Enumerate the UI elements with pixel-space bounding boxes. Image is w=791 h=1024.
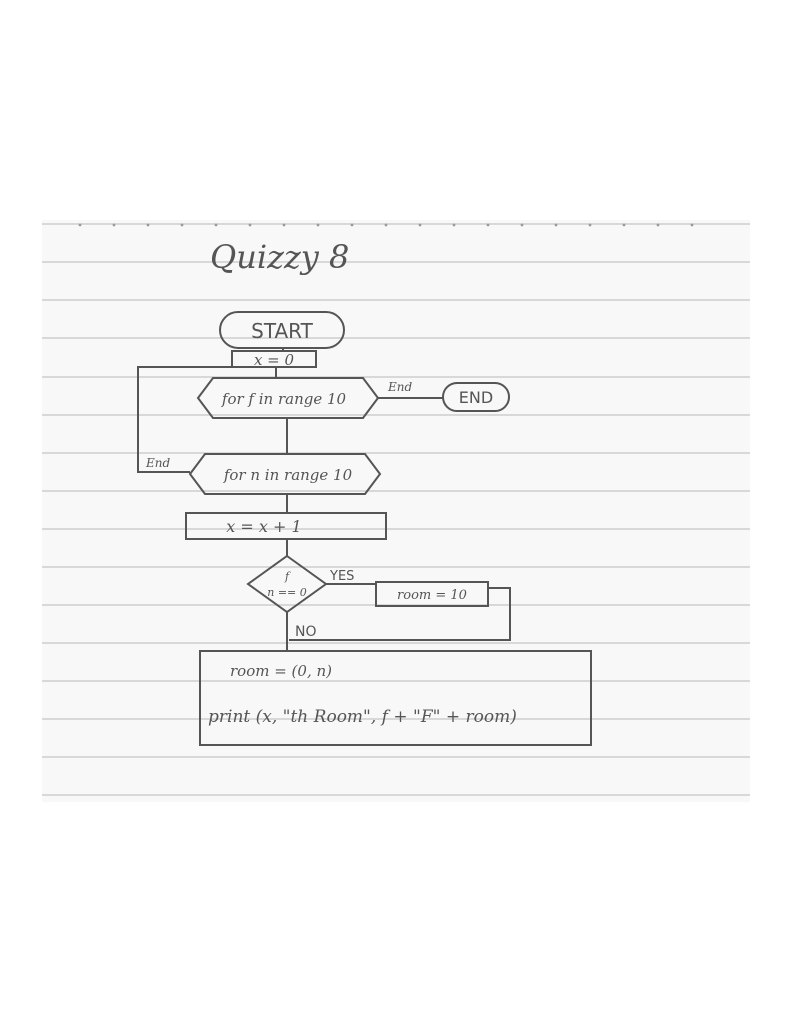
- margin-dot: [521, 224, 524, 227]
- margin-dot: [351, 224, 354, 227]
- margin-dot: [147, 224, 150, 227]
- margin-dot: [691, 224, 694, 227]
- inner-loop-label: for n in range 10: [223, 466, 353, 484]
- decision-diamond: [248, 556, 326, 612]
- outer-loop-label: for f in range 10: [221, 390, 347, 408]
- room-assign-process: [376, 582, 488, 606]
- increment-label: x = x + 1: [226, 517, 302, 536]
- output-block: [200, 651, 591, 745]
- decision-top-text: f: [284, 570, 290, 583]
- print-label: print (x, "th Room", f + "F" + room): [208, 707, 517, 727]
- margin-dot: [453, 224, 456, 227]
- margin-dot: [215, 224, 218, 227]
- margin-dot: [181, 224, 184, 227]
- start-label: START: [251, 319, 313, 343]
- margin-dot: [283, 224, 286, 227]
- margin-dot: [487, 224, 490, 227]
- yes-label: YES: [330, 569, 355, 584]
- margin-dot: [249, 224, 252, 227]
- increment-process: [186, 513, 386, 539]
- inner-end-label: End: [146, 456, 171, 470]
- outer-loop: [198, 378, 378, 418]
- margin-dot: [113, 224, 116, 227]
- margin-dot: [317, 224, 320, 227]
- page-title: Quizzy 8: [210, 238, 350, 276]
- margin-dot: [419, 224, 422, 227]
- margin-dot: [657, 224, 660, 227]
- margin-dot: [555, 224, 558, 227]
- room-assign-label: room = 10: [397, 588, 467, 603]
- room-tuple-label: room = (0, n): [230, 662, 333, 680]
- margin-dot: [623, 224, 626, 227]
- init-label: x = 0: [253, 351, 295, 369]
- start-terminal: [220, 312, 344, 348]
- margin-dot: [79, 224, 82, 227]
- inner-loop: [190, 454, 380, 494]
- decision-bottom-text: n == 0: [267, 586, 307, 599]
- margin-dot: [589, 224, 592, 227]
- decision: [248, 556, 326, 612]
- end-terminal: [443, 383, 509, 411]
- no-label: NO: [295, 624, 317, 640]
- outer-end-label: End: [388, 380, 413, 394]
- margin-dot: [385, 224, 388, 227]
- end-label: END: [458, 388, 494, 407]
